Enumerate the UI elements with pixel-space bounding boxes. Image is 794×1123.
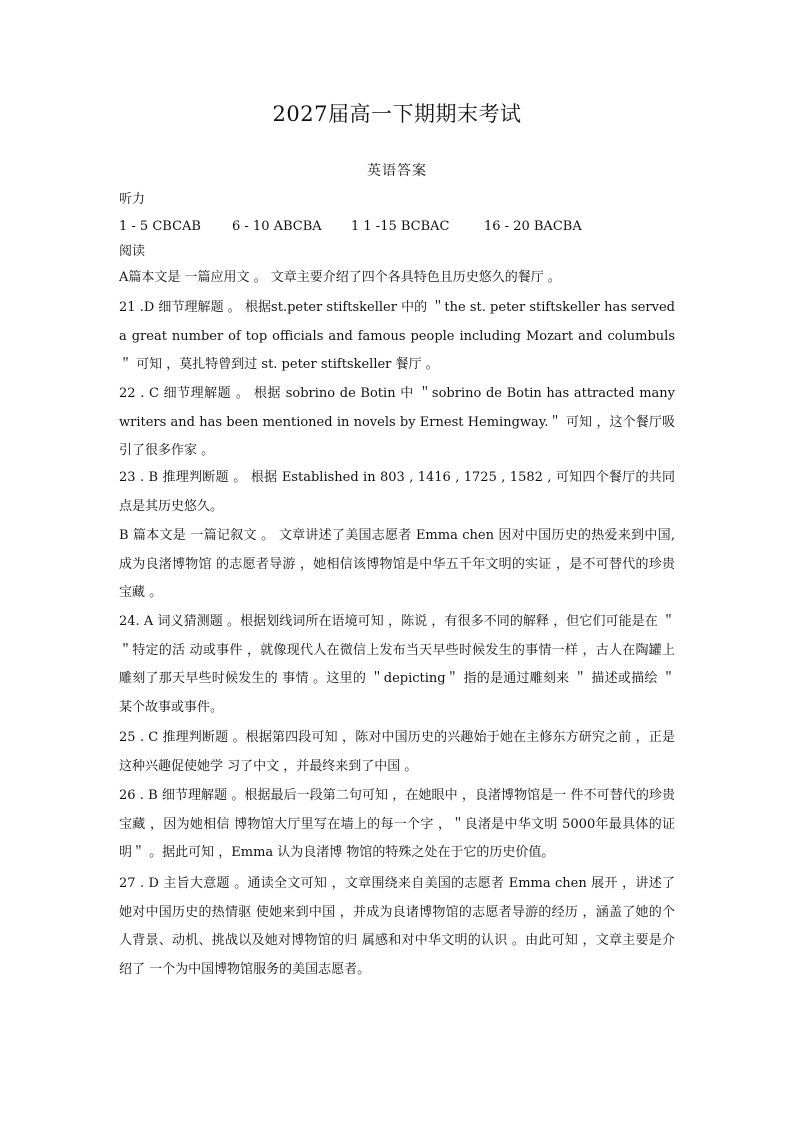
answer-key-11-15: 1 1 -15 BCBAC — [351, 219, 450, 234]
answer-22: 22 . C 细节理解题 。 根据 sobrino de Botin 中 ＂sobrino de Botin has attracted many writers and has been mentioned in novels by Ernest Hemingway.＂ 可知 ，这个餐厅吸引了很多作家 。 — [119, 386, 675, 458]
answer-27: 27 . D 主旨大意题 。通读全文可知 ，文章围绕来自美国的志愿者 Emma chen 展开 ，讲述了她对中国历史的热情驱 使她来到中国 ，并成为良诸博物馆的志愿者导游的经历 ，涵盖了她的个人背景、动机、挑战以及她对博物馆的归 属感和对中华文明的认识 。由此可知 ，文章主要是介绍了 一个为中国博物馆服务的美国志愿者。 — [119, 876, 675, 977]
answer-key-16-20: 16 - 20 BACBA — [484, 219, 582, 234]
listening-label: 听力 — [119, 192, 146, 207]
answer-23: 23 . B 推理判断题 。 根据 Established in 803 , 1416 , 1725 , 1582 , 可知四个餐厅的共同点是其历史悠久。 — [119, 470, 675, 514]
answer-26: 26 . B 细节理解题 。根据最后一段第二句可知 ，在她眼中 ，良渚博物馆是一 件不可替代的珍贵宝藏 ，因为她相信 博物馆大厅里写在墙上的每一个字 ，＂良渚是中华文明 5000年最具体的证明＂ 。据此可知 ，Emma 认为良渚博 物馆的特殊之处在于它的历史价值。 — [119, 788, 675, 860]
answer-24: 24. A 词义猜测题 。根据划线词所在语境可知 ，陈说 ，有很多不同的解释 ，但它们可能是在 ＂ ＂特定的活 动或事件 ，就像现代人在微信上发布当天早些时候发生的事情一样 ，古人在陶罐上雕刻了那天早些时候发生的 事情 。这里的 ＂depicting＂ 指的是通过雕刻来 ＂ 描述或描绘 ＂某个故事或事件。 — [119, 614, 675, 715]
answer-key-6-10: 6 - 10 ABCBA — [232, 219, 322, 234]
passage-b-summary: B 篇本文是 一篇记叙文 。 文章讲述了美国志愿者 Emma chen 因对中国历史的热爱来到中国, 成为良渚博物馆 的志愿者导游 ，她相信该博物馆是中华五千年文明的实证 ，是不可替代的珍贵宝藏 。 — [119, 528, 675, 600]
passage-a-summary: A篇本文是 一篇应用文 。 文章主要介绍了四个各具特色且历史悠久的餐厅 。 — [119, 270, 561, 285]
page-subtitle: 英语答案 — [367, 163, 427, 179]
reading-label: 阅读 — [119, 244, 146, 259]
answer-21: 21 .D 细节理解题 。 根据st.peter stiftskeller 中的 ＂the st. peter stiftskeller has served a great number of top officials and famous people including Mozart and columbuls＂ 可知 ，莫扎特曾到过 st. peter stiftskeller 餐厅 。 — [119, 300, 675, 372]
answer-key-1-5: 1 - 5 CBCAB — [119, 219, 201, 234]
page-title: 2027届高一下期期末考试 — [272, 102, 522, 126]
answer-25: 25 . C 推理判断题 。根据第四段可知 ，陈对中国历史的兴趣始于她在主修东方研究之前 ，正是这种兴趣促使她学 习了中文 ，并最终来到了中国 。 — [119, 730, 675, 774]
